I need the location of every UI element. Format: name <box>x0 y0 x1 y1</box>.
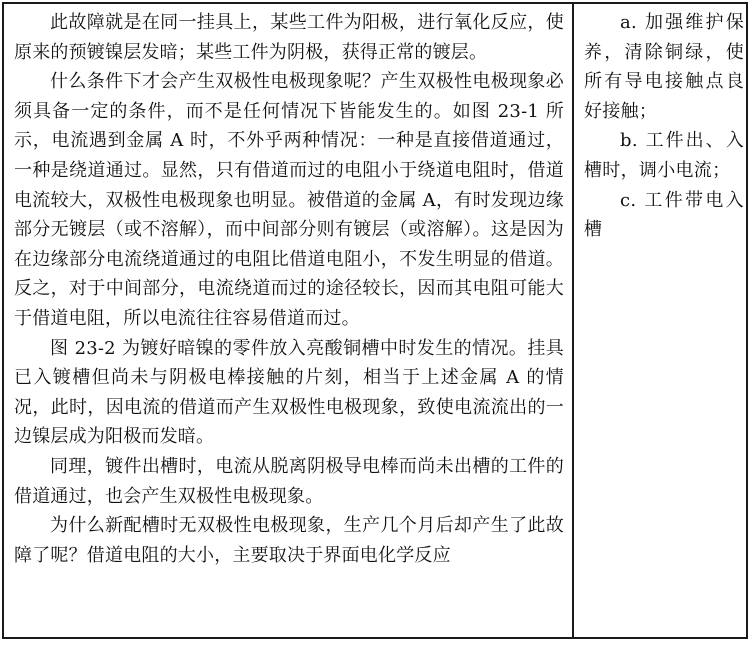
remedy-item: b. 工件出、入槽时，调小电流； <box>584 130 744 181</box>
remedy-item: c. 工件带电入槽 <box>584 189 744 241</box>
analysis-column <box>14 8 564 570</box>
remedy-item: a. 加强维护保养，清除铜绿，使所有导电接触点良好接触； <box>584 12 744 122</box>
remedy-column <box>584 8 744 245</box>
paragraph: 什么条件下才会产生双极性电极现象呢？产生双极性电极现象必须具备一定的条件，而不是任何情况下皆能发生的。如图 23-1 所示，电流遇到金属 A 时，不外乎两种情况：一种是直接借道通过，一种是绕道通过。显然，只有借道而过的电阻小于绕道电阻时，借道电流较大，双极性电极现象也明显。被借道的金属 A，有时发现边缘部分无镀层（或不溶解），而中间部分则有镀层（或溶解）。这是因为在边缘部分电流绕道通过的电阻比借道电阻小，不发生明显的借道。反之，对于中间部分，电流绕道而过的途径较长，因而其电阻可能大于借道电阻，所以电流往往容易借道而过。 <box>14 71 564 329</box>
column-divider <box>572 4 574 637</box>
paragraph: 同理，镀件出槽时，电流从脱离阴极导电棒而尚未出槽的工件的借道通过，也会产生双极性电极现象。 <box>14 455 564 507</box>
paragraph: 此故障就是在同一挂具上，某些工件为阳极，进行氧化反应，使原来的预镀镍层发暗；某些工件为阴极，获得正常的镀层。 <box>14 12 564 63</box>
paragraph: 为什么新配槽时无双极性电极现象，生产几个月后却产生了此故障了呢？借道电阻的大小，主要取决于界面电化学反应 <box>14 515 564 566</box>
content-table <box>2 2 748 639</box>
paragraph: 图 23-2 为镀好暗镍的零件放入亮酸铜槽中时发生的情况。挂具已入镀槽但尚未与阴极电棒接触的片刻，相当于上述金属 A 的情况，此时，因电流的借道而产生双极性电极现象，致使电流流出的一边镍层成为阳极而发暗。 <box>14 337 564 448</box>
